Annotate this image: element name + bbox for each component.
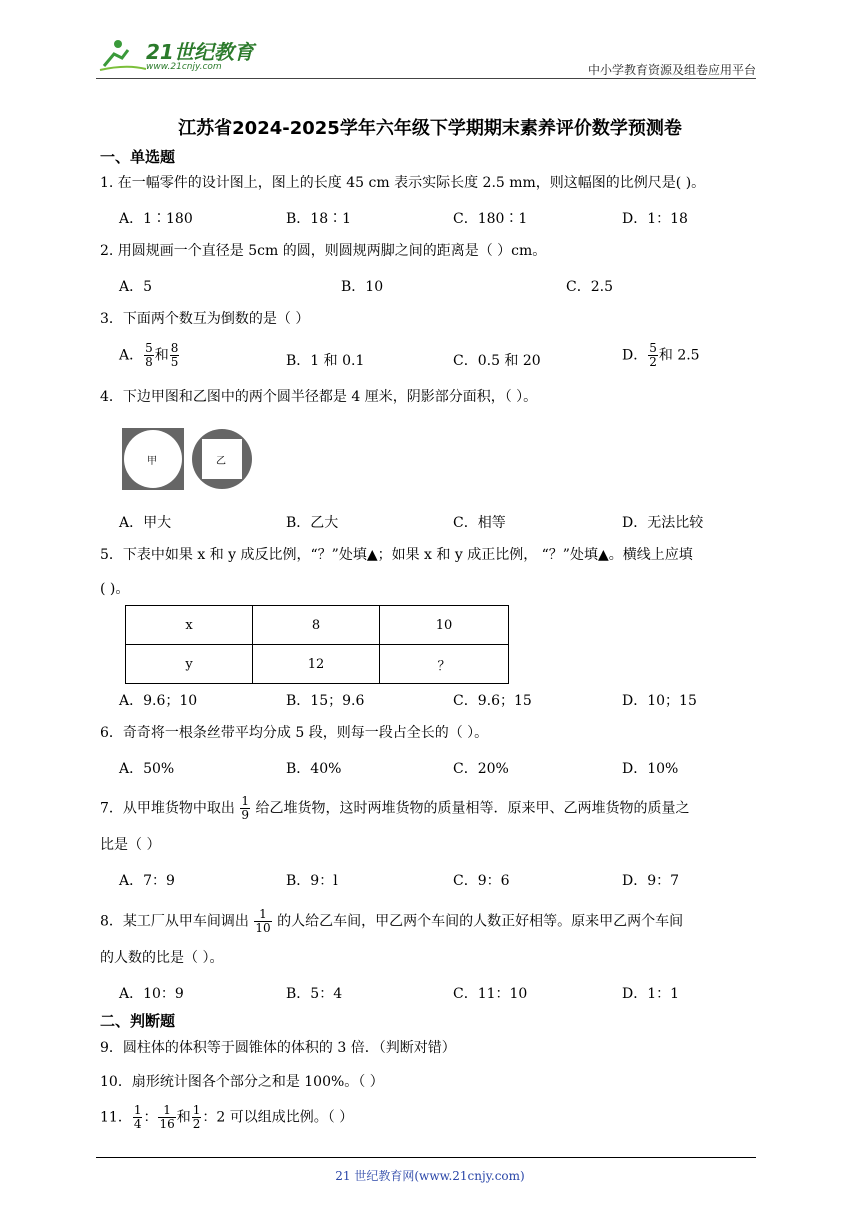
question-2: 2. 用圆规画一个直径是 5cm 的圆，则圆规两脚之间的距离是（ ）cm。 bbox=[100, 243, 547, 259]
question-5-cont: ( )。 bbox=[100, 581, 130, 597]
q5-option-b: B．15；9.6 bbox=[286, 693, 365, 709]
footer-divider bbox=[96, 1157, 756, 1158]
fraction: $\frac{5}{2}$ bbox=[649, 341, 657, 369]
question-10: 10．扇形统计图各个部分之和是 100%。（ ） bbox=[100, 1074, 384, 1090]
fraction: $\frac{1}{16}$ bbox=[159, 1103, 175, 1131]
fraction: $\frac{5}{8}$ bbox=[145, 341, 153, 369]
section-heading-true-false: 二、判断题 bbox=[100, 1012, 176, 1030]
fraction: $\frac{8}{5}$ bbox=[170, 341, 179, 369]
q4-option-a: A．甲大 bbox=[119, 515, 172, 531]
q2-option-a: A．5 bbox=[119, 279, 153, 295]
q6-option-d: D．10% bbox=[622, 761, 679, 777]
site-logo bbox=[96, 36, 266, 76]
question-9: 9．圆柱体的体积等于圆锥体的体积的 3 倍．（判断对错） bbox=[100, 1040, 456, 1056]
question-11: 11． $\frac{1}{4}$ ： $\frac{1}{16}$ 和 $\frac{1}{2}$ ：2 可以组成比例。（ ） bbox=[100, 1103, 354, 1131]
q2-option-c: C．2.5 bbox=[566, 279, 613, 295]
q3-option-c: C．0.5 和 20 bbox=[453, 353, 541, 369]
q4-option-b: B．乙大 bbox=[286, 515, 339, 531]
q7-option-a: A．7：9 bbox=[119, 873, 175, 889]
q8-option-d: D．1：1 bbox=[622, 986, 680, 1002]
question-7-cont: 比是（ ） bbox=[100, 837, 161, 853]
question-1: 1. 在一幅零件的设计图上，图上的长度 45 cm 表示实际长度 2.5 mm，则这幅图的比例尺是( )。 bbox=[100, 175, 706, 191]
figure-yi bbox=[191, 428, 253, 490]
q7-option-b: B．9：l bbox=[286, 873, 338, 889]
q1-option-c: C．180∶1 bbox=[453, 211, 528, 227]
figure-jia bbox=[122, 428, 184, 490]
logo-text: 21世纪教育 bbox=[146, 40, 254, 64]
footer-link[interactable]: 21 世纪教育网(www.21cnjy.com) bbox=[335, 1169, 525, 1183]
q3-option-a: A． $\frac{5}{8}$ 和 $\frac{8}{5}$ bbox=[119, 341, 179, 369]
question-4: 4．下边甲图和乙图中的两个圆半径都是 4 厘米，阴影部分面积，（ ）。 bbox=[100, 389, 538, 405]
xy-table bbox=[125, 605, 509, 684]
q1-option-d: D．1：18 bbox=[622, 211, 688, 227]
table-cell: 8 bbox=[253, 606, 380, 645]
table-row bbox=[126, 606, 509, 645]
figure-yi-label: 乙 bbox=[216, 456, 226, 467]
q4-option-c: C．相等 bbox=[453, 515, 506, 531]
q7-option-d: D．9：7 bbox=[622, 873, 680, 889]
question-3: 3．下面两个数互为倒数的是（ ） bbox=[100, 311, 310, 327]
logo-url: www.21cnjy.com bbox=[146, 62, 222, 72]
q5-option-c: C．9.6；15 bbox=[453, 693, 532, 709]
q6-option-c: C．20% bbox=[453, 761, 509, 777]
q1-option-b: B．18∶1 bbox=[286, 211, 352, 227]
q8-option-b: B．5：4 bbox=[286, 986, 343, 1002]
q5-option-d: D．10；15 bbox=[622, 693, 697, 709]
table-cell: 10 bbox=[380, 606, 509, 645]
q2-option-b: B．10 bbox=[341, 279, 384, 295]
table-row bbox=[126, 645, 509, 684]
table-cell: 12 bbox=[253, 645, 380, 684]
q3-option-b: B．1 和 0.1 bbox=[286, 353, 365, 369]
q6-option-a: A．50% bbox=[119, 761, 175, 777]
question-8-cont: 的人数的比是（ ）。 bbox=[100, 950, 224, 966]
q3-option-d: D． $\frac{5}{2}$ 和 2.5 bbox=[622, 341, 700, 369]
platform-label: 中小学教育资源及组卷应用平台 bbox=[587, 63, 756, 77]
question-5: 5．下表中如果 x 和 y 成反比例，“？”处填▲；如果 x 和 y 成正比例， “？”处填▲。横线上应填 bbox=[100, 547, 693, 563]
section-heading-single-choice: 一、单选题 bbox=[100, 148, 176, 166]
q1-option-a: A．1∶180 bbox=[119, 211, 193, 227]
q8-option-c: C．11：10 bbox=[453, 986, 528, 1002]
fraction: $\frac{1}{10}$ bbox=[255, 907, 271, 935]
q6-option-b: B．40% bbox=[286, 761, 342, 777]
question-6: 6．奇奇将一根条丝带平均分成 5 段，则每一段占全长的（ ）。 bbox=[100, 725, 489, 741]
q7-option-c: C．9：6 bbox=[453, 873, 510, 889]
question-7: 7．从甲堆货物中取出 $\frac{1}{9}$ 给乙堆货物，这时两堆货物的质量相等．原来甲、乙两堆货物的质量之 bbox=[100, 794, 690, 822]
question-8: 8．某工厂从甲车间调出 $\frac{1}{10}$ 的人给乙车间，甲乙两个车间的人数正好相等。原来甲乙两个车间 bbox=[100, 907, 684, 935]
fraction: $\frac{1}{4}$ bbox=[133, 1103, 142, 1131]
fraction: $\frac{1}{2}$ bbox=[192, 1103, 201, 1131]
table-cell: x bbox=[126, 606, 253, 645]
q8-option-a: A．10：9 bbox=[119, 986, 184, 1002]
page-title: 江苏省2024-2025学年六年级下学期期末素养评价数学预测卷 bbox=[178, 118, 682, 139]
table-cell: y bbox=[126, 645, 253, 684]
q4-option-d: D．无法比较 bbox=[622, 515, 704, 531]
q5-option-a: A．9.6；10 bbox=[119, 693, 198, 709]
table-cell: ？ bbox=[380, 645, 509, 684]
fraction: $\frac{1}{9}$ bbox=[241, 794, 249, 822]
header-divider bbox=[96, 78, 756, 79]
figure-jia-label: 甲 bbox=[147, 456, 157, 467]
